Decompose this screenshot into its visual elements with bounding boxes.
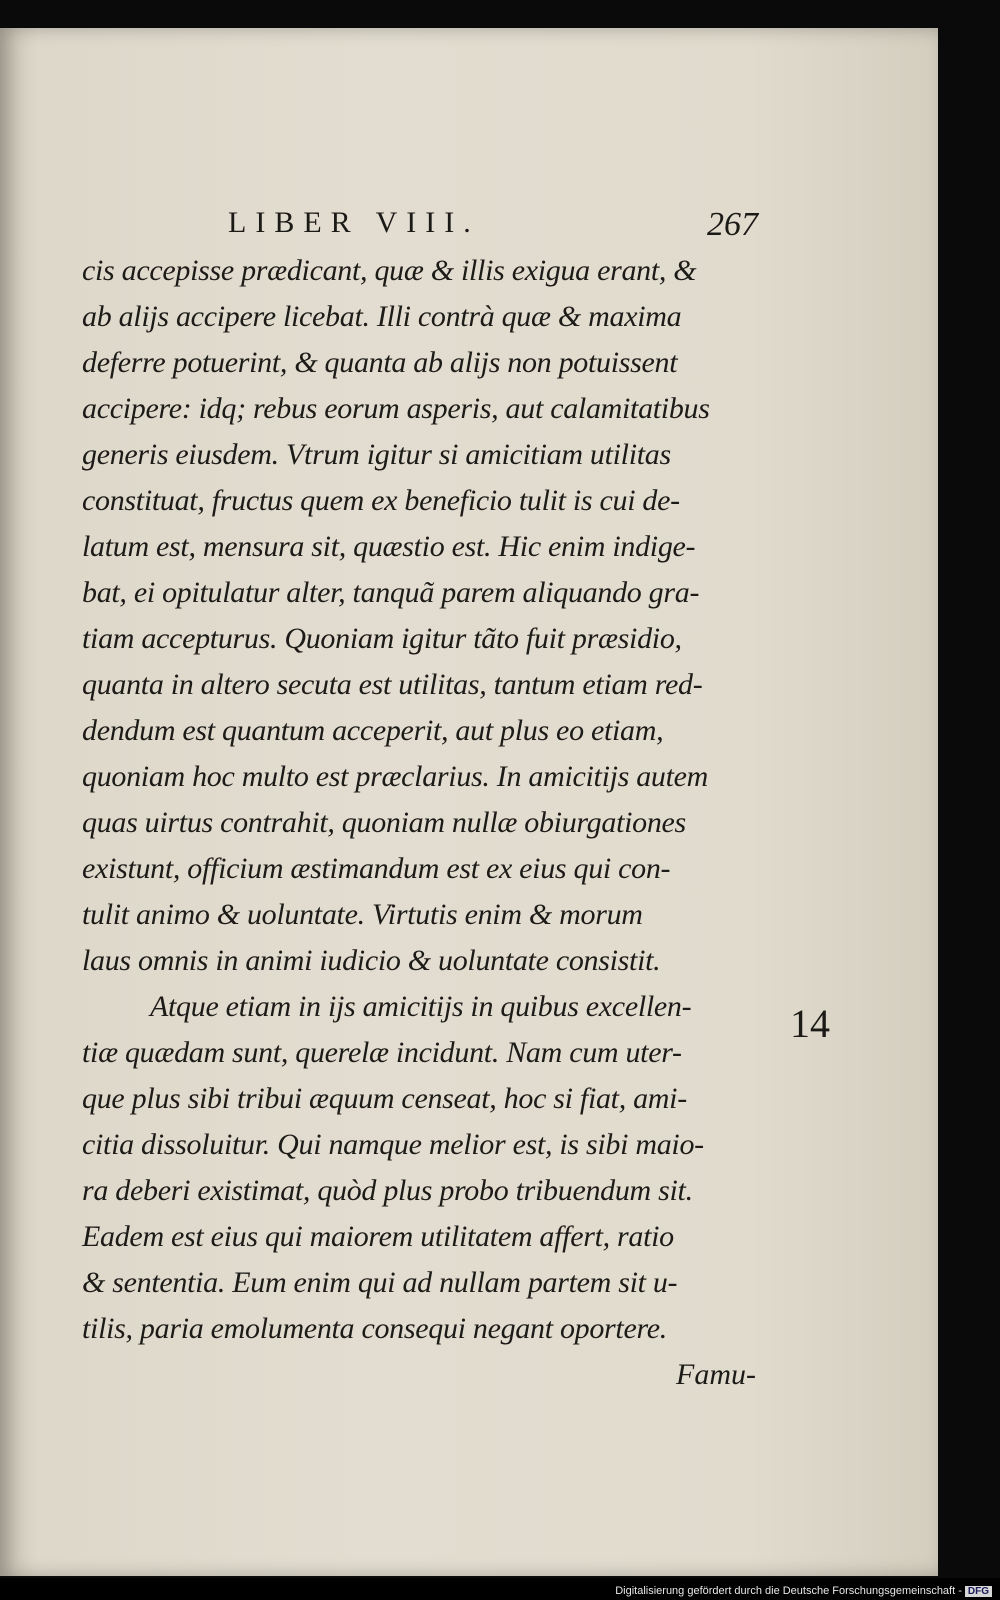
text-line: quanta in altero secuta est utilitas, tantum etiam red-	[82, 668, 703, 701]
text-line: accipere: idq; rebus eorum asperis, aut calamitatibus	[82, 392, 710, 425]
margin-section-number: 14	[790, 1001, 830, 1046]
text-line: latum est, mensura sit, quæstio est. Hic enim indige-	[82, 530, 696, 563]
text-line: quoniam hoc multo est præclarius. In amicitijs autem	[82, 760, 709, 793]
text-line: ab alijs accipere licebat. Illi contrà quæ & maxima	[82, 300, 682, 333]
digitization-footer	[0, 1578, 1000, 1600]
credit-text: Digitalisierung gefördert durch die Deutsche Forschungsgemeinschaft -	[615, 1585, 962, 1597]
text-line: ra deberi existimat, quòd plus probo tribuendum sit.	[82, 1174, 693, 1207]
text-line: generis eiusdem. Vtrum igitur si amicitiam utilitas	[82, 438, 671, 471]
text-line: Eadem est eius qui maiorem utilitatem affert, ratio	[82, 1220, 674, 1253]
page-header	[228, 206, 758, 250]
text-line: tulit animo & uoluntate. Virtutis enim & morum	[82, 898, 643, 931]
text-line: existunt, officium æstimandum est ex eius qui con-	[82, 852, 671, 885]
text-line: que plus sibi tribui æquum censeat, hoc si fiat, ami-	[82, 1082, 687, 1115]
text-line: quas uirtus contrahit, quoniam nullæ obiurgationes	[82, 806, 686, 839]
text-line: laus omnis in animi iudicio & uoluntate consistit.	[82, 944, 661, 977]
text-line: dendum est quantum acceperit, aut plus eo etiam,	[82, 714, 664, 747]
text-line: tiæ quædam sunt, querelæ incidunt. Nam cum uter-	[82, 1036, 682, 1069]
text-line: citia dissoluitur. Qui namque melior est, is sibi maio-	[82, 1128, 704, 1161]
book-page	[0, 28, 938, 1576]
text-line: tilis, paria emolumenta consequi negant oportere.	[82, 1312, 667, 1345]
text-line: deferre potuerint, & quanta ab alijs non potuissent	[82, 346, 678, 379]
funding-credit	[615, 1585, 992, 1597]
paragraph-start-line: Atque etiam in ijs amicitijs in quibus excellen-	[150, 990, 692, 1023]
catchword: Famu-	[676, 1358, 756, 1391]
text-line: cis accepisse prædicant, quæ & illis exigua erant, &	[82, 254, 697, 287]
dfg-logo: DFG	[965, 1586, 992, 1597]
text-line: bat, ei opitulatur alter, tanquã parem aliquando gra-	[82, 576, 700, 609]
text-line: tiam accepturus. Quoniam igitur tãto fuit præsidio,	[82, 622, 682, 655]
page-number: 267	[707, 206, 758, 243]
text-line: & sententia. Eum enim qui ad nullam partem sit u-	[82, 1266, 678, 1299]
text-block	[82, 248, 762, 1352]
text-line: constituat, fructus quem ex beneficio tulit is cui de-	[82, 484, 680, 517]
running-title: LIBER VIII.	[228, 206, 480, 239]
